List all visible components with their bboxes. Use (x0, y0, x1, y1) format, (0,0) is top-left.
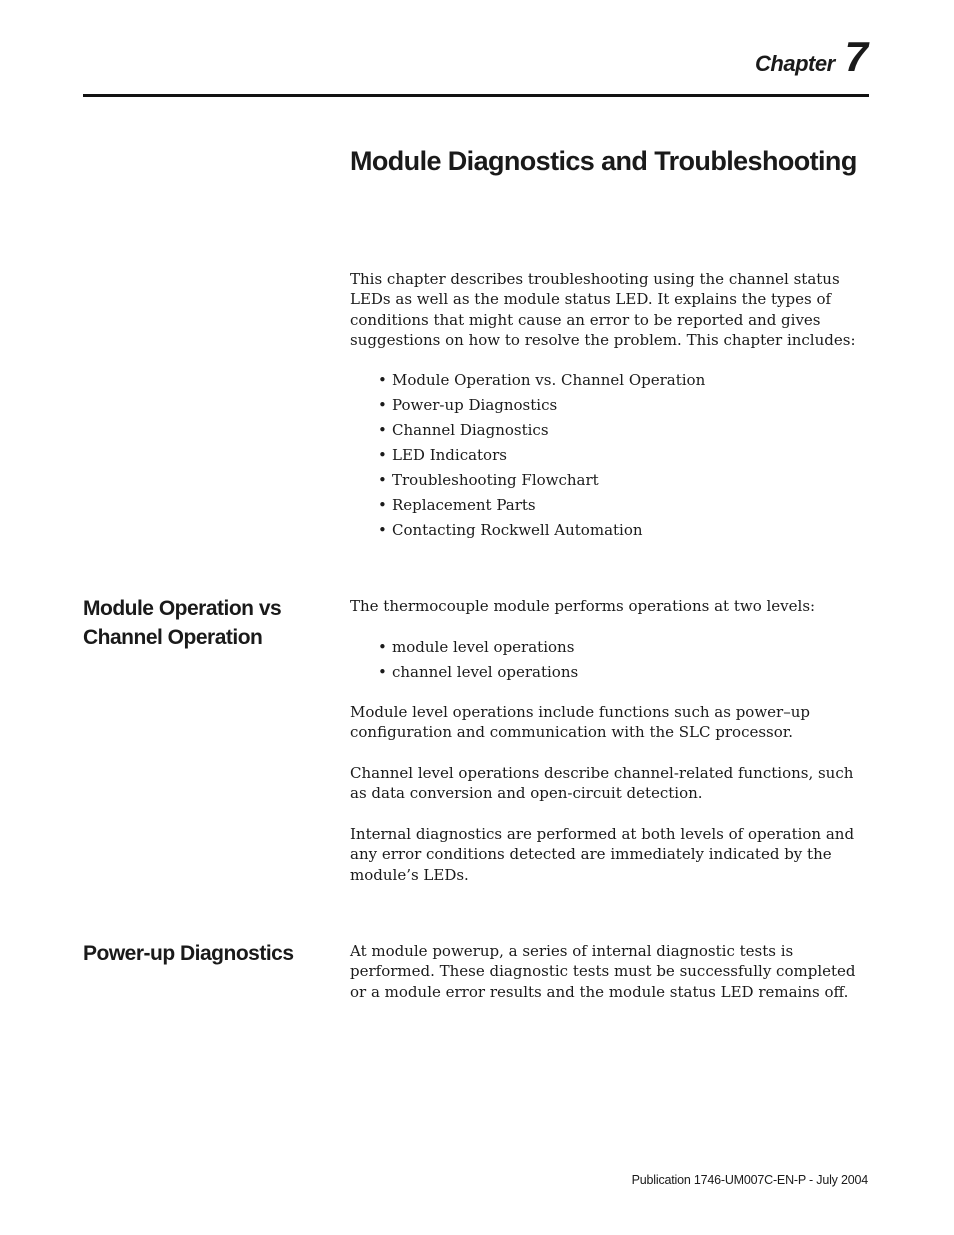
chapter-header (755, 33, 868, 80)
section1-paragraph-2: Module level operations include functions such as power–up configuration and communication with the SLC processor. (350, 703, 810, 742)
page-title: Module Diagnostics and Troubleshooting (350, 146, 857, 176)
list-item: • Channel Diagnostics (378, 421, 549, 439)
list-item: • Troubleshooting Flowchart (378, 471, 599, 489)
section1-paragraph-4: Internal diagnostics are performed at both levels of operation and any error conditions detected are immediately indicated by the module’s LEDs. (350, 825, 855, 884)
list-item: • Module Operation vs. Channel Operation (378, 371, 706, 389)
list-item: • LED Indicators (378, 446, 507, 464)
section2-paragraph-1: At module powerup, a series of internal diagnostic tests is performed. These diagnostic tests must be successfully completed or a module error results and the module status LED remains off. (350, 942, 856, 1001)
section-heading-power-up: Power-up Diagnostics (83, 942, 294, 965)
section1-paragraph-3: Channel level operations describe channel-related functions, such as data conversion and open-circuit detection. (350, 764, 854, 803)
chapter-number: 7 (844, 33, 868, 80)
list-item: • Contacting Rockwell Automation (378, 521, 643, 539)
section1-list (378, 637, 578, 687)
list-item: • module level operations (378, 638, 575, 656)
intro-paragraph: This chapter describes troubleshooting using the channel status LEDs as well as the module status LED. It explains the types of conditions that might cause an error to be reported and gives suggestions on how to resolve the problem. This chapter includes: (350, 270, 856, 350)
section1-paragraph-1: The thermocouple module performs operations at two levels: (350, 597, 816, 615)
list-item: • Power-up Diagnostics (378, 396, 558, 414)
publication-footer: Publication 1746-UM007C-EN-P - July 2004 (631, 1173, 868, 1187)
chapter-label: Chapter (755, 51, 835, 76)
section-heading-module-operation: Module Operation vs Channel Operation (83, 597, 282, 649)
list-item: • Replacement Parts (378, 496, 536, 514)
list-item: • channel level operations (378, 663, 579, 681)
intro-list (378, 370, 705, 545)
header-rule (83, 94, 869, 97)
